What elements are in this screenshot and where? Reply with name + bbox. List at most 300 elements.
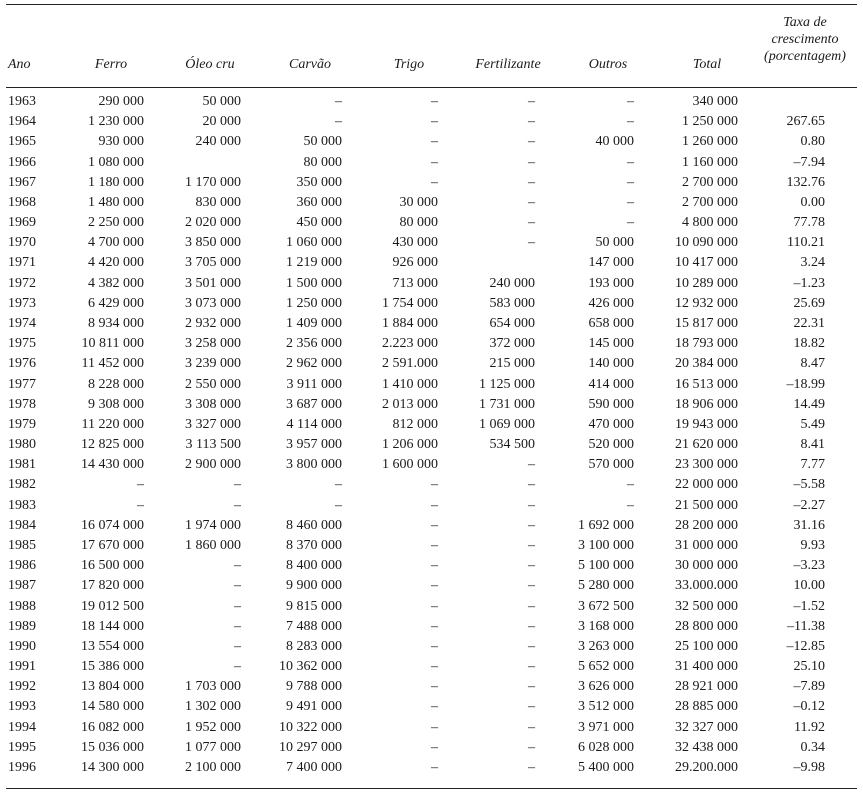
- header-trigo: Trigo: [393, 57, 425, 72]
- cell-ferro: 4 382 000: [88, 275, 144, 291]
- cell-ferro: 18 144 000: [81, 618, 144, 634]
- cell-fertilizante: –: [528, 477, 535, 493]
- cell-outros: 3 626 000: [578, 679, 634, 695]
- cell-carvao: 9 491 000: [286, 699, 342, 715]
- cell-ferro: 4 700 000: [88, 235, 144, 251]
- cell-taxa: –1.52: [793, 598, 825, 614]
- cell-trigo: –: [431, 659, 438, 675]
- cell-outros: 590 000: [588, 396, 634, 412]
- cell-ano: 1973: [8, 295, 36, 311]
- cell-total: 21 500 000: [675, 497, 738, 513]
- cell-oleo-cru: 1 974 000: [185, 517, 241, 533]
- cell-ano: 1984: [8, 517, 36, 533]
- cell-trigo: 2.223 000: [382, 336, 438, 352]
- header-fertilizante: Fertilizante: [475, 57, 541, 72]
- cell-ferro: 16 074 000: [81, 517, 144, 533]
- cell-outros: –: [627, 94, 634, 109]
- cell-fertilizante: –: [528, 638, 535, 654]
- cell-ferro: 10 811 000: [81, 336, 144, 352]
- header-ferro: Ferro: [94, 57, 128, 72]
- cell-ferro: 11 452 000: [81, 356, 144, 372]
- cell-outros: 3 512 000: [578, 699, 634, 715]
- cell-total: 23 300 000: [675, 457, 738, 473]
- table-row: [0, 334, 863, 354]
- cell-carvao: 50 000: [303, 134, 342, 150]
- cell-trigo: 926 000: [392, 255, 438, 271]
- cell-trigo: 2 013 000: [382, 396, 438, 412]
- cell-fertilizante: 654 000: [489, 315, 535, 331]
- cell-carvao: 1 409 000: [286, 315, 342, 331]
- cell-ano: 1988: [8, 598, 36, 614]
- cell-fertilizante: –: [528, 457, 535, 473]
- cell-ferro: 8 934 000: [88, 315, 144, 331]
- cell-oleo-cru: 3 239 000: [185, 356, 241, 372]
- cell-oleo-cru: –: [234, 638, 241, 654]
- cell-outros: 5 100 000: [578, 558, 634, 574]
- cell-fertilizante: 1 125 000: [479, 376, 535, 392]
- cell-ano: 1981: [8, 457, 36, 473]
- cell-carvao: 1 060 000: [286, 235, 342, 251]
- table-row: [0, 233, 863, 253]
- cell-taxa: 3.24: [800, 255, 825, 271]
- cell-oleo-cru: 3 308 000: [185, 396, 241, 412]
- cell-ferro: 8 228 000: [88, 376, 144, 392]
- cell-trigo: –: [431, 134, 438, 150]
- cell-ano: 1992: [8, 679, 36, 695]
- cell-carvao: 7 400 000: [286, 759, 342, 775]
- cell-oleo-cru: 1 860 000: [185, 537, 241, 553]
- cell-taxa: 11.92: [794, 719, 825, 735]
- cell-trigo: –: [431, 759, 438, 775]
- cell-oleo-cru: 3 113 500: [185, 437, 241, 453]
- cell-total: 28 800 000: [675, 618, 738, 634]
- cell-oleo-cru: 1 302 000: [185, 699, 241, 715]
- cell-taxa: –0.12: [793, 699, 825, 715]
- cell-fertilizante: 583 000: [489, 295, 535, 311]
- cell-fertilizante: 1 069 000: [479, 416, 535, 432]
- table-row: [0, 738, 863, 758]
- cell-carvao: 2 962 000: [286, 356, 342, 372]
- table-row: [0, 153, 863, 173]
- cell-trigo: –: [431, 638, 438, 654]
- table-row: [0, 213, 863, 233]
- cell-outros: 140 000: [588, 356, 634, 372]
- table-row: [0, 354, 863, 374]
- cell-taxa: 5.49: [800, 416, 825, 432]
- cell-fertilizante: –: [528, 679, 535, 695]
- cell-ano: 1982: [8, 477, 36, 493]
- cell-outros: 414 000: [588, 376, 634, 392]
- table-row: [0, 415, 863, 435]
- cell-total: 28 921 000: [675, 679, 738, 695]
- cell-oleo-cru: 2 900 000: [185, 457, 241, 473]
- cell-ferro: 1 080 000: [88, 154, 144, 170]
- cell-ano: 1980: [8, 437, 36, 453]
- cell-carvao: 350 000: [296, 174, 342, 190]
- cell-trigo: 2 591.000: [382, 356, 438, 372]
- cell-fertilizante: –: [528, 719, 535, 735]
- cell-taxa: 0.00: [800, 194, 825, 210]
- cell-outros: 147 000: [588, 255, 634, 271]
- cell-taxa: –1.23: [793, 275, 825, 291]
- cell-oleo-cru: 20 000: [202, 114, 241, 130]
- cell-outros: 426 000: [588, 295, 634, 311]
- cell-trigo: –: [431, 537, 438, 553]
- cell-trigo: 1 884 000: [382, 315, 438, 331]
- cell-fertilizante: –: [528, 194, 535, 210]
- cell-carvao: 10 362 000: [279, 659, 342, 675]
- cell-taxa: 9.93: [800, 537, 825, 553]
- cell-carvao: 2 356 000: [286, 336, 342, 352]
- cell-ferro: 4 420 000: [88, 255, 144, 271]
- cell-outros: –: [627, 154, 634, 170]
- cell-taxa: 22.31: [793, 315, 825, 331]
- table-row: [0, 475, 863, 495]
- cell-trigo: –: [431, 739, 438, 755]
- cell-taxa: –2.27: [793, 497, 825, 513]
- cell-outros: –: [627, 497, 634, 513]
- cell-total: 15 817 000: [675, 315, 738, 331]
- cell-ano: 1978: [8, 396, 36, 412]
- table-row: [0, 132, 863, 152]
- cell-ferro: 16 500 000: [81, 558, 144, 574]
- cell-carvao: 8 400 000: [286, 558, 342, 574]
- cell-trigo: 30 000: [399, 194, 438, 210]
- cell-trigo: –: [431, 618, 438, 634]
- cell-ano: 1966: [8, 154, 36, 170]
- cell-total: 25 100 000: [675, 638, 738, 654]
- cell-carvao: 1 500 000: [286, 275, 342, 291]
- cell-taxa: –11.38: [787, 618, 825, 634]
- table-row: [0, 536, 863, 556]
- cell-outros: 40 000: [595, 134, 634, 150]
- cell-fertilizante: –: [528, 699, 535, 715]
- cell-carvao: –: [335, 477, 342, 493]
- cell-ano: 1989: [8, 618, 36, 634]
- cell-trigo: 1 410 000: [382, 376, 438, 392]
- cell-trigo: 80 000: [399, 215, 438, 231]
- cell-outros: 3 263 000: [578, 638, 634, 654]
- cell-oleo-cru: –: [234, 558, 241, 574]
- cell-outros: 658 000: [588, 315, 634, 331]
- cell-outros: –: [627, 477, 634, 493]
- cell-oleo-cru: 3 073 000: [185, 295, 241, 311]
- table-row: [0, 294, 863, 314]
- cell-ferro: 19 012 500: [81, 598, 144, 614]
- cell-oleo-cru: –: [234, 497, 241, 513]
- cell-outros: 1 692 000: [578, 517, 634, 533]
- cell-fertilizante: –: [528, 114, 535, 130]
- cell-fertilizante: –: [528, 174, 535, 190]
- cell-trigo: 812 000: [392, 416, 438, 432]
- cell-ferro: 12 825 000: [81, 437, 144, 453]
- cell-ferro: 6 429 000: [88, 295, 144, 311]
- cell-carvao: 450 000: [296, 215, 342, 231]
- cell-total: 30 000 000: [675, 558, 738, 574]
- cell-ferro: 14 300 000: [81, 759, 144, 775]
- cell-ferro: 2 250 000: [88, 215, 144, 231]
- cell-total: 2 700 000: [682, 194, 738, 210]
- table-row: [0, 274, 863, 294]
- cell-trigo: 1 754 000: [382, 295, 438, 311]
- header-taxa-line-2: crescimento: [771, 32, 839, 47]
- cell-outros: 145 000: [588, 336, 634, 352]
- cell-ano: 1976: [8, 356, 36, 372]
- cell-carvao: 3 911 000: [286, 376, 342, 392]
- cell-ferro: –: [137, 497, 144, 513]
- header-taxa-line-1: Taxa de: [783, 15, 827, 30]
- cell-oleo-cru: 1 077 000: [185, 739, 241, 755]
- cell-fertilizante: –: [528, 154, 535, 170]
- cell-fertilizante: –: [528, 558, 535, 574]
- cell-ano: 1977: [8, 376, 36, 392]
- cell-oleo-cru: 3 850 000: [185, 235, 241, 251]
- cell-carvao: 10 322 000: [279, 719, 342, 735]
- cell-ano: 1963: [8, 94, 36, 109]
- cell-fertilizante: –: [528, 578, 535, 594]
- cell-total: 32 438 000: [675, 739, 738, 755]
- cell-outros: 3 672 500: [578, 598, 634, 614]
- cell-taxa: 31.16: [793, 517, 825, 533]
- cell-ano: 1968: [8, 194, 36, 210]
- cell-carvao: –: [335, 94, 342, 109]
- cell-fertilizante: –: [528, 235, 535, 251]
- cell-outros: –: [627, 174, 634, 190]
- cell-total: 20 384 000: [675, 356, 738, 372]
- cell-outros: 5 280 000: [578, 578, 634, 594]
- cell-total: 19 943 000: [675, 416, 738, 432]
- cell-oleo-cru: 3 501 000: [185, 275, 241, 291]
- table-row: [0, 496, 863, 516]
- cell-total: 12 932 000: [675, 295, 738, 311]
- cell-oleo-cru: –: [234, 618, 241, 634]
- cell-oleo-cru: –: [234, 598, 241, 614]
- cell-fertilizante: 372 000: [489, 336, 535, 352]
- table-row: [0, 455, 863, 475]
- cell-ano: 1986: [8, 558, 36, 574]
- cell-taxa: 110.21: [787, 235, 825, 251]
- cell-oleo-cru: 240 000: [195, 134, 241, 150]
- cell-total: 18 793 000: [675, 336, 738, 352]
- table-row: [0, 637, 863, 657]
- cell-outros: 5 652 000: [578, 659, 634, 675]
- cell-taxa: –7.89: [793, 679, 825, 695]
- cell-total: 10 289 000: [675, 275, 738, 291]
- cell-taxa: 8.47: [800, 356, 825, 372]
- table-row: [0, 718, 863, 738]
- cell-taxa: –12.85: [786, 638, 825, 654]
- table-row: [0, 112, 863, 132]
- cell-taxa: –9.98: [793, 759, 825, 775]
- cell-oleo-cru: 3 327 000: [185, 416, 241, 432]
- cell-ferro: 13 804 000: [81, 679, 144, 695]
- cell-taxa: 18.82: [793, 336, 825, 352]
- cell-ano: 1985: [8, 537, 36, 553]
- cell-trigo: –: [431, 578, 438, 594]
- cell-total: 32 327 000: [675, 719, 738, 735]
- cell-total: 21 620 000: [675, 437, 738, 453]
- cell-fertilizante: 1 731 000: [479, 396, 535, 412]
- cell-carvao: –: [335, 497, 342, 513]
- cell-trigo: –: [431, 679, 438, 695]
- cell-outros: 570 000: [588, 457, 634, 473]
- cell-carvao: –: [335, 114, 342, 130]
- table-row: [0, 173, 863, 193]
- cell-carvao: 1 250 000: [286, 295, 342, 311]
- cell-ano: 1991: [8, 659, 36, 675]
- cell-total: 28 200 000: [675, 517, 738, 533]
- cell-taxa: 0.34: [800, 739, 825, 755]
- table-row: [0, 314, 863, 334]
- cell-ano: 1979: [8, 416, 36, 432]
- cell-trigo: 1 600 000: [382, 457, 438, 473]
- cell-carvao: 1 219 000: [286, 255, 342, 271]
- cell-total: 22 000 000: [675, 477, 738, 493]
- cell-total: 1 250 000: [682, 114, 738, 130]
- cell-fertilizante: –: [528, 537, 535, 553]
- cell-total: 29.200.000: [675, 759, 738, 775]
- cell-ano: 1970: [8, 235, 36, 251]
- cell-taxa: 77.78: [793, 215, 825, 231]
- cell-total: 18 906 000: [675, 396, 738, 412]
- cell-carvao: 360 000: [296, 194, 342, 210]
- cell-carvao: 7 488 000: [286, 618, 342, 634]
- cell-fertilizante: 240 000: [489, 275, 535, 291]
- cell-outros: 3 168 000: [578, 618, 634, 634]
- cell-oleo-cru: 2 100 000: [185, 759, 241, 775]
- cell-taxa: 8.41: [800, 437, 825, 453]
- table-row: [0, 617, 863, 637]
- table-row: [0, 576, 863, 596]
- cell-ferro: 9 308 000: [88, 396, 144, 412]
- cell-fertilizante: –: [528, 598, 535, 614]
- cell-taxa: –18.99: [786, 376, 825, 392]
- table-row: [0, 435, 863, 455]
- cell-ferro: 1 480 000: [88, 194, 144, 210]
- cell-total: 31 000 000: [675, 537, 738, 553]
- cell-taxa: 7.77: [800, 457, 825, 473]
- cell-outros: 193 000: [588, 275, 634, 291]
- cell-ferro: 290 000: [98, 94, 144, 109]
- table-row: [0, 697, 863, 717]
- cell-total: 10 090 000: [675, 235, 738, 251]
- cell-oleo-cru: 1 952 000: [185, 719, 241, 735]
- cell-total: 10 417 000: [675, 255, 738, 271]
- cell-ano: 1990: [8, 638, 36, 654]
- cell-carvao: 8 370 000: [286, 537, 342, 553]
- cell-taxa: 14.49: [793, 396, 825, 412]
- cell-fertilizante: –: [528, 739, 535, 755]
- header-total: Total: [692, 57, 722, 72]
- cell-fertilizante: –: [528, 759, 535, 775]
- cell-fertilizante: 534 500: [489, 437, 535, 453]
- cell-carvao: 8 283 000: [286, 638, 342, 654]
- cell-trigo: –: [431, 94, 438, 109]
- cell-ferro: 11 220 000: [81, 416, 144, 432]
- cell-ferro: 1 180 000: [88, 174, 144, 190]
- cell-oleo-cru: 2 550 000: [185, 376, 241, 392]
- cell-fertilizante: –: [528, 618, 535, 634]
- cell-taxa: 0.80: [800, 134, 825, 150]
- cell-total: 4 800 000: [682, 215, 738, 231]
- cell-ferro: 17 670 000: [81, 537, 144, 553]
- cell-carvao: 3 957 000: [286, 437, 342, 453]
- table-row: [0, 375, 863, 395]
- cell-trigo: –: [431, 558, 438, 574]
- header-carvao: Carvão: [289, 57, 331, 72]
- header-outros: Outros: [588, 57, 628, 72]
- cell-ferro: 13 554 000: [81, 638, 144, 654]
- cell-ano: 1996: [8, 759, 36, 775]
- cell-trigo: –: [431, 477, 438, 493]
- cell-taxa: 267.65: [786, 114, 825, 130]
- cell-trigo: –: [431, 699, 438, 715]
- cell-oleo-cru: 2 020 000: [185, 215, 241, 231]
- table-row: [0, 193, 863, 213]
- header-ano: Ano: [8, 57, 31, 72]
- cell-ano: 1965: [8, 134, 36, 150]
- cell-carvao: 9 900 000: [286, 578, 342, 594]
- cell-ano: 1975: [8, 336, 36, 352]
- cell-outros: –: [627, 194, 634, 210]
- cell-ano: 1972: [8, 275, 36, 291]
- cell-ano: 1993: [8, 699, 36, 715]
- cell-taxa: 25.10: [793, 659, 825, 675]
- cell-trigo: –: [431, 719, 438, 735]
- table-row: [0, 253, 863, 273]
- cell-trigo: –: [431, 114, 438, 130]
- cell-ferro: –: [137, 477, 144, 493]
- cell-oleo-cru: –: [234, 659, 241, 675]
- cell-total: 340 000: [692, 94, 738, 109]
- table-row: [0, 516, 863, 536]
- cell-outros: 3 971 000: [578, 719, 634, 735]
- cell-ferro: 16 082 000: [81, 719, 144, 735]
- cell-oleo-cru: 3 258 000: [185, 336, 241, 352]
- cell-taxa: –3.23: [793, 558, 825, 574]
- cell-ano: 1995: [8, 739, 36, 755]
- cell-trigo: 713 000: [392, 275, 438, 291]
- cell-outros: –: [627, 215, 634, 231]
- cell-ferro: 930 000: [98, 134, 144, 150]
- table-row: [0, 758, 863, 778]
- cell-ferro: 15 386 000: [81, 659, 144, 675]
- cell-outros: 3 100 000: [578, 537, 634, 553]
- cell-outros: –: [627, 114, 634, 130]
- cell-ano: 1983: [8, 497, 36, 513]
- cell-total: 2 700 000: [682, 174, 738, 190]
- cell-carvao: 4 114 000: [286, 416, 342, 432]
- header-taxa-line-3: (porcentagem): [764, 49, 846, 64]
- cell-fertilizante: –: [528, 134, 535, 150]
- cell-oleo-cru: –: [234, 578, 241, 594]
- cell-fertilizante: –: [528, 497, 535, 513]
- cell-ferro: 14 430 000: [81, 457, 144, 473]
- cell-trigo: –: [431, 154, 438, 170]
- cell-oleo-cru: –: [234, 477, 241, 493]
- table-row: [0, 92, 863, 112]
- cell-ferro: 15 036 000: [81, 739, 144, 755]
- cell-ano: 1987: [8, 578, 36, 594]
- cell-fertilizante: –: [528, 94, 535, 109]
- table-row: [0, 677, 863, 697]
- cell-trigo: 1 206 000: [382, 437, 438, 453]
- cell-ano: 1969: [8, 215, 36, 231]
- cell-taxa: 10.00: [793, 578, 825, 594]
- header-oleo-cru: Óleo cru: [185, 57, 235, 72]
- cell-trigo: –: [431, 598, 438, 614]
- table-row: [0, 395, 863, 415]
